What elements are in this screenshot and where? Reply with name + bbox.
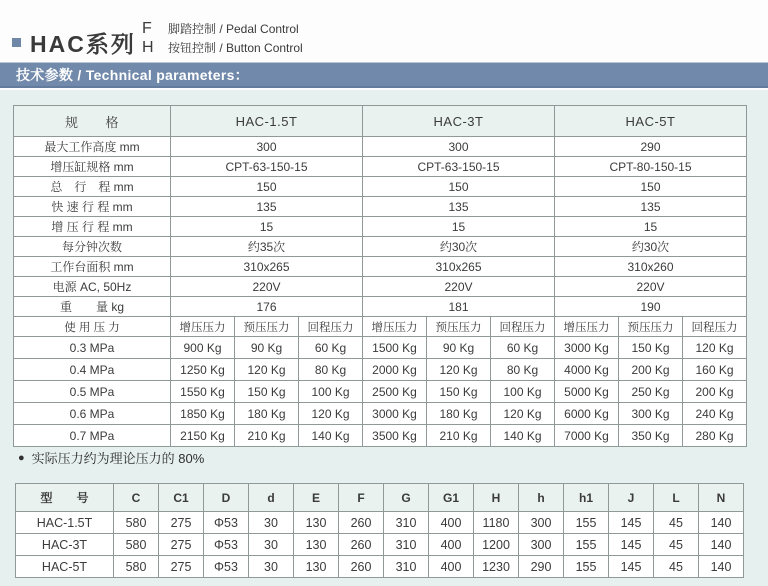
spec-value: 约35次	[171, 237, 363, 257]
pressure-value: 150 Kg	[235, 381, 299, 403]
dimension-value: 130	[294, 556, 339, 578]
pressure-value: 100 Kg	[491, 381, 555, 403]
pressure-value: 4000 Kg	[555, 359, 619, 381]
spec-value: 15	[363, 217, 555, 237]
pressure-value: 60 Kg	[299, 337, 363, 359]
dimension-column-header: D	[204, 484, 249, 512]
table-row	[14, 137, 747, 157]
dimension-column-header: d	[249, 484, 294, 512]
table-row	[14, 177, 747, 197]
pressure-value: 2000 Kg	[363, 359, 427, 381]
spec-value: 约30次	[363, 237, 555, 257]
pressure-value: 210 Kg	[427, 425, 491, 447]
spec-value: 181	[363, 297, 555, 317]
dimension-value: 260	[339, 512, 384, 534]
pressure-header-label: 使 用 压 力	[14, 317, 171, 337]
dimension-value: 30	[249, 556, 294, 578]
dimension-column-header: F	[339, 484, 384, 512]
pressure-value: 120 Kg	[683, 337, 747, 359]
dimension-value: 155	[564, 556, 609, 578]
pressure-value: 150 Kg	[619, 337, 683, 359]
dimension-model-name: HAC-5T	[16, 556, 114, 578]
pressure-row-label: 0.4 MPa	[14, 359, 171, 381]
pressure-value: 900 Kg	[171, 337, 235, 359]
pressure-column-header: 增压压力	[171, 317, 235, 337]
spec-value: 135	[171, 197, 363, 217]
spec-value: 220V	[555, 277, 747, 297]
dimension-value: 580	[114, 512, 159, 534]
dimension-value: 1200	[474, 534, 519, 556]
pressure-row-label: 0.7 MPa	[14, 425, 171, 447]
section-banner	[0, 62, 768, 88]
pressure-column-header: 回程压力	[683, 317, 747, 337]
table-row	[14, 359, 747, 381]
circle-bullet-icon: ●	[18, 451, 25, 464]
spec-value: 300	[363, 137, 555, 157]
pressure-value: 200 Kg	[619, 359, 683, 381]
dimension-column-header: J	[609, 484, 654, 512]
square-bullet-icon	[12, 38, 21, 47]
spec-header-label: 规 格	[14, 106, 171, 137]
pressure-value: 3000 Kg	[555, 337, 619, 359]
pressure-row-label: 0.3 MPa	[14, 337, 171, 359]
table-row	[14, 337, 747, 359]
spec-row-label: 工作台面积 mm	[14, 257, 171, 277]
table-row	[14, 237, 747, 257]
table-row	[14, 297, 747, 317]
spec-row-label: 每分钟次数	[14, 237, 171, 257]
page-title: HAC系列	[30, 31, 136, 57]
table-row	[14, 381, 747, 403]
spec-value: 300	[171, 137, 363, 157]
dimension-column-header: E	[294, 484, 339, 512]
pressure-value: 210 Kg	[235, 425, 299, 447]
dimension-value: 260	[339, 534, 384, 556]
pressure-value: 150 Kg	[427, 381, 491, 403]
technical-parameters-table	[13, 105, 747, 447]
variant-label: 脚踏控制 / Pedal Control	[168, 22, 299, 36]
pressure-value: 1250 Kg	[171, 359, 235, 381]
variant-code: H	[142, 38, 154, 56]
dimension-value: Φ53	[204, 534, 249, 556]
variant-pedal-control	[142, 19, 303, 38]
pressure-column-header: 回程压力	[299, 317, 363, 337]
pressure-value: 1500 Kg	[363, 337, 427, 359]
dimension-value: 310	[384, 512, 429, 534]
table-row	[14, 277, 747, 297]
dimension-value: 145	[609, 556, 654, 578]
spec-value: CPT-63-150-15	[363, 157, 555, 177]
dimension-value: 300	[519, 534, 564, 556]
pressure-value: 80 Kg	[491, 359, 555, 381]
pressure-value: 6000 Kg	[555, 403, 619, 425]
control-variants	[142, 19, 303, 57]
table-row	[14, 157, 747, 177]
pressure-value: 2500 Kg	[363, 381, 427, 403]
pressure-value: 280 Kg	[683, 425, 747, 447]
dimension-value: 145	[609, 512, 654, 534]
dimension-column-header: H	[474, 484, 519, 512]
table-row	[16, 534, 744, 556]
dimension-value: 300	[519, 512, 564, 534]
dimension-column-header: G1	[429, 484, 474, 512]
dimension-column-header: h1	[564, 484, 609, 512]
dimension-value: 400	[429, 556, 474, 578]
dimension-value: Φ53	[204, 556, 249, 578]
pressure-value: 80 Kg	[299, 359, 363, 381]
dimension-column-header: L	[654, 484, 699, 512]
pressure-row-label: 0.6 MPa	[14, 403, 171, 425]
dimension-value: 310	[384, 534, 429, 556]
spec-value: 135	[363, 197, 555, 217]
spec-value: 150	[171, 177, 363, 197]
dimension-value: Φ53	[204, 512, 249, 534]
dimension-column-header: N	[699, 484, 744, 512]
spec-value: 310x265	[363, 257, 555, 277]
spec-value: CPT-63-150-15	[171, 157, 363, 177]
pressure-value: 140 Kg	[299, 425, 363, 447]
pressure-value: 200 Kg	[683, 381, 747, 403]
spec-row-label: 重 量 kg	[14, 297, 171, 317]
spec-value: 约30次	[555, 237, 747, 257]
dimension-value: 30	[249, 512, 294, 534]
pressure-column-header: 预压压力	[619, 317, 683, 337]
pressure-value: 350 Kg	[619, 425, 683, 447]
dimension-value: 45	[654, 512, 699, 534]
pressure-column-header: 预压压力	[427, 317, 491, 337]
dimension-value: 45	[654, 534, 699, 556]
model-header: HAC-3T	[363, 106, 555, 137]
dimension-value: 260	[339, 556, 384, 578]
spec-value: 220V	[363, 277, 555, 297]
pressure-value: 60 Kg	[491, 337, 555, 359]
spec-value: 15	[555, 217, 747, 237]
table-row	[16, 512, 744, 534]
pressure-value: 5000 Kg	[555, 381, 619, 403]
pressure-value: 120 Kg	[235, 359, 299, 381]
spec-value: 310x265	[171, 257, 363, 277]
dimension-value: 580	[114, 534, 159, 556]
spec-value: 190	[555, 297, 747, 317]
pressure-value: 160 Kg	[683, 359, 747, 381]
dimension-value: 45	[654, 556, 699, 578]
dimension-value: 140	[699, 534, 744, 556]
dimension-table	[15, 483, 744, 578]
pressure-value: 90 Kg	[427, 337, 491, 359]
model-header: HAC-1.5T	[171, 106, 363, 137]
pressure-value: 300 Kg	[619, 403, 683, 425]
table-row	[14, 217, 747, 237]
pressure-value: 100 Kg	[299, 381, 363, 403]
pressure-value: 250 Kg	[619, 381, 683, 403]
table-row	[14, 257, 747, 277]
dimension-column-header: G	[384, 484, 429, 512]
dimension-value: 400	[429, 534, 474, 556]
table-row	[14, 317, 747, 337]
dimension-column-header: h	[519, 484, 564, 512]
table-row	[14, 425, 747, 447]
dimension-column-header: 型 号	[16, 484, 114, 512]
dimension-value: 130	[294, 534, 339, 556]
pressure-value: 140 Kg	[491, 425, 555, 447]
dimension-value: 155	[564, 512, 609, 534]
pressure-value: 3000 Kg	[363, 403, 427, 425]
spec-row-label: 增压缸规格 mm	[14, 157, 171, 177]
spec-value: 15	[171, 217, 363, 237]
pressure-column-header: 回程压力	[491, 317, 555, 337]
variant-label: 按钮控制 / Button Control	[168, 41, 303, 55]
table-row	[16, 556, 744, 578]
pressure-value: 180 Kg	[235, 403, 299, 425]
dimension-value: 145	[609, 534, 654, 556]
dimension-value: 30	[249, 534, 294, 556]
pressure-value: 7000 Kg	[555, 425, 619, 447]
dimension-value: 580	[114, 556, 159, 578]
pressure-value: 120 Kg	[299, 403, 363, 425]
pressure-value: 120 Kg	[427, 359, 491, 381]
spec-value: 176	[171, 297, 363, 317]
model-header: HAC-5T	[555, 106, 747, 137]
dimension-value: 275	[159, 556, 204, 578]
dimension-column-header: C1	[159, 484, 204, 512]
spec-row-label: 增 压 行 程 mm	[14, 217, 171, 237]
dimension-model-name: HAC-1.5T	[16, 512, 114, 534]
pressure-value: 1550 Kg	[171, 381, 235, 403]
table-row	[14, 106, 747, 137]
variant-button-control	[142, 38, 303, 57]
pressure-value: 180 Kg	[427, 403, 491, 425]
pressure-row-label: 0.5 MPa	[14, 381, 171, 403]
spec-value: 290	[555, 137, 747, 157]
spec-value: 135	[555, 197, 747, 217]
pressure-value: 240 Kg	[683, 403, 747, 425]
dimension-value: 1180	[474, 512, 519, 534]
dimension-column-header: C	[114, 484, 159, 512]
pressure-value: 2150 Kg	[171, 425, 235, 447]
dimension-value: 400	[429, 512, 474, 534]
dimension-model-name: HAC-3T	[16, 534, 114, 556]
table-row	[16, 484, 744, 512]
pressure-value: 3500 Kg	[363, 425, 427, 447]
dimension-value: 310	[384, 556, 429, 578]
note-text: 实际压力约为理论压力的 80%	[31, 451, 205, 466]
spec-value: 220V	[171, 277, 363, 297]
pressure-column-header: 增压压力	[555, 317, 619, 337]
pressure-value: 120 Kg	[491, 403, 555, 425]
dimension-value: 290	[519, 556, 564, 578]
pressure-note	[18, 448, 204, 467]
dimension-value: 140	[699, 556, 744, 578]
pressure-column-header: 预压压力	[235, 317, 299, 337]
variant-code: F	[142, 19, 152, 37]
spec-value: 310x260	[555, 257, 747, 277]
dimension-value: 140	[699, 512, 744, 534]
dimension-value: 130	[294, 512, 339, 534]
dimension-value: 155	[564, 534, 609, 556]
table-row	[14, 403, 747, 425]
spec-row-label: 总 行 程 mm	[14, 177, 171, 197]
spec-row-label: 电源 AC, 50Hz	[14, 277, 171, 297]
dimension-value: 275	[159, 534, 204, 556]
pressure-value: 90 Kg	[235, 337, 299, 359]
pressure-value: 1850 Kg	[171, 403, 235, 425]
banner-title: 技术参数 / Technical parameters：	[16, 66, 249, 83]
dimension-value: 1230	[474, 556, 519, 578]
spec-value: 150	[363, 177, 555, 197]
spec-value: CPT-80-150-15	[555, 157, 747, 177]
spec-row-label: 最大工作高度 mm	[14, 137, 171, 157]
table-row	[14, 197, 747, 217]
dimension-value: 275	[159, 512, 204, 534]
spec-value: 150	[555, 177, 747, 197]
pressure-column-header: 增压压力	[363, 317, 427, 337]
spec-row-label: 快 速 行 程 mm	[14, 197, 171, 217]
